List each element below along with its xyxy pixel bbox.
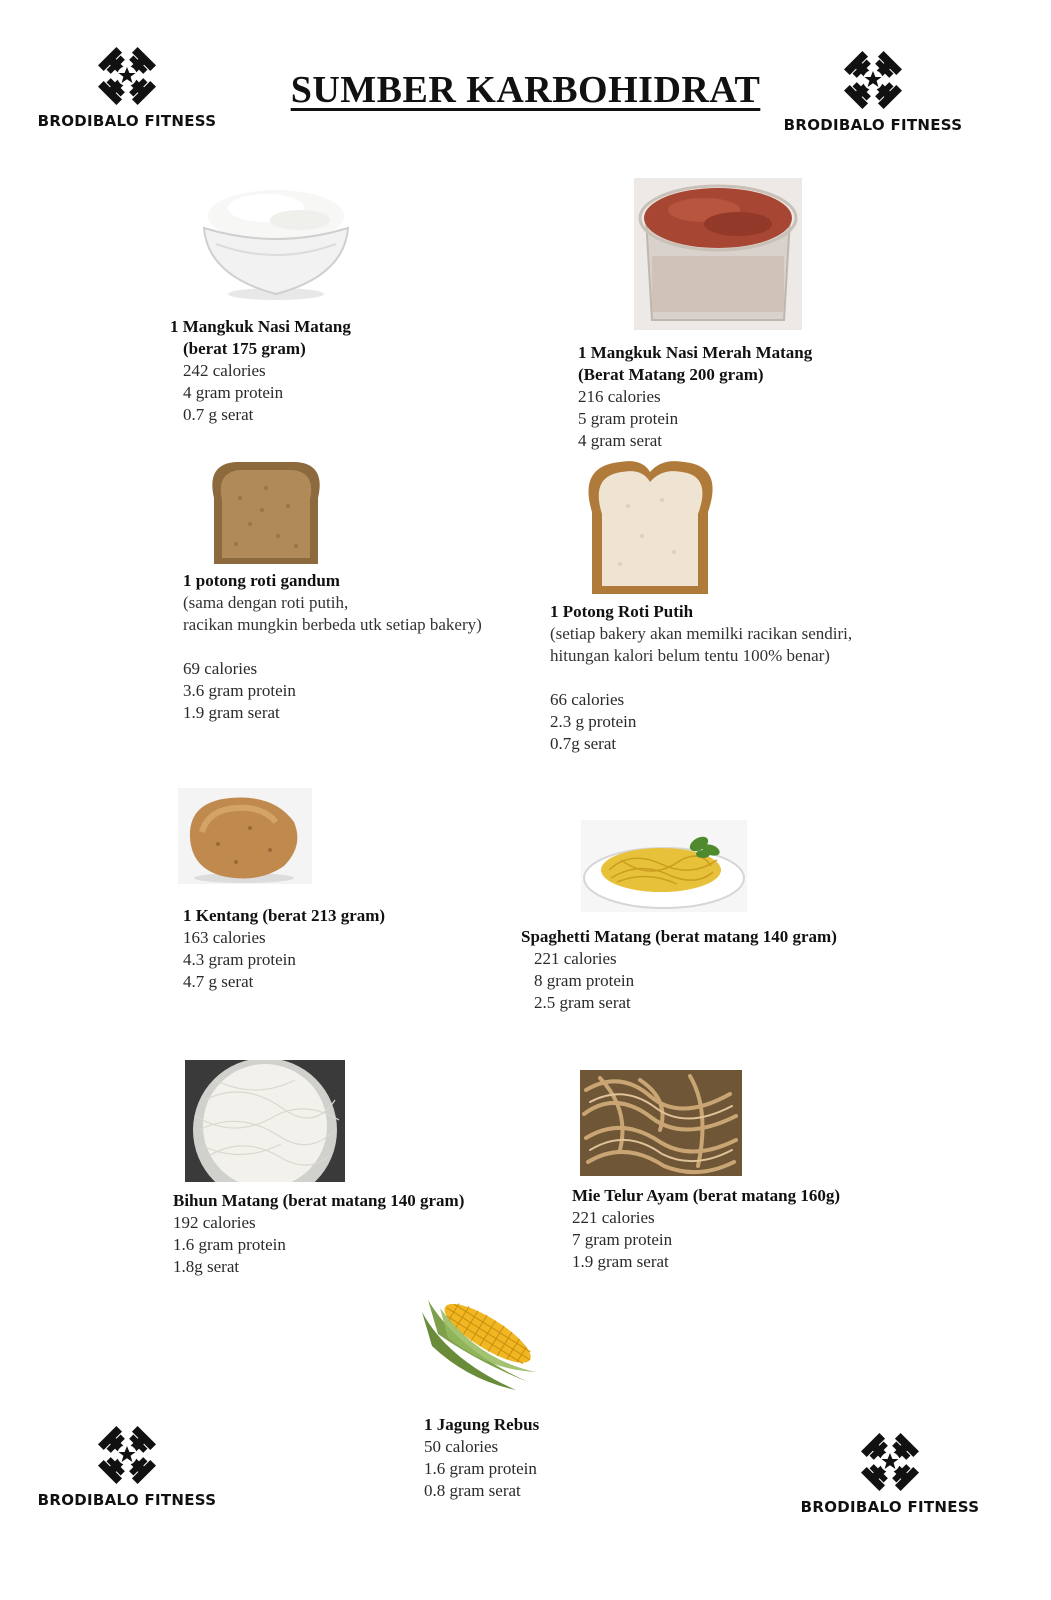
food-protein: 1.6 gram protein bbox=[424, 1459, 537, 1478]
food-fiber: 1.9 gram serat bbox=[183, 703, 280, 722]
food-calories: 50 calories bbox=[424, 1437, 499, 1456]
food-description: hitungan kalori belum tentu 100% benar) bbox=[550, 646, 830, 665]
brand-name: BRODIBALO FITNESS bbox=[783, 116, 963, 134]
food-nasi-merah bbox=[578, 342, 812, 452]
food-nasi bbox=[170, 316, 351, 426]
food-fiber: 4.7 g serat bbox=[183, 972, 254, 991]
food-name: Bihun Matang (berat matang 140 gram) bbox=[173, 1191, 465, 1210]
corn-cob-icon bbox=[418, 1290, 542, 1399]
food-calories: 221 calories bbox=[572, 1208, 655, 1227]
food-calories: 66 calories bbox=[550, 690, 625, 709]
brand-name: BRODIBALO FITNESS bbox=[37, 1491, 217, 1509]
food-roti-gandum bbox=[183, 570, 482, 724]
food-jagung bbox=[424, 1414, 539, 1502]
food-calories: 192 calories bbox=[173, 1213, 256, 1232]
brand-name: BRODIBALO FITNESS bbox=[37, 112, 217, 130]
logo-bottom-right bbox=[800, 1432, 980, 1516]
food-calories: 242 calories bbox=[183, 361, 266, 380]
food-protein: 8 gram protein bbox=[534, 971, 635, 990]
rice-bowl-icon bbox=[196, 186, 356, 307]
food-fiber: 2.5 gram serat bbox=[534, 993, 631, 1012]
dumbbell-cross-star-icon bbox=[97, 1425, 157, 1485]
food-name: 1 Mangkuk Nasi Matang bbox=[170, 317, 351, 336]
food-name: 1 Potong Roti Putih bbox=[550, 602, 694, 621]
food-protein: 3.6 gram protein bbox=[183, 681, 296, 700]
food-description: (setiap bakery akan memilki racikan sendiri, bbox=[550, 624, 853, 643]
food-calories: 216 calories bbox=[578, 387, 661, 406]
food-fiber: 1.9 gram serat bbox=[572, 1252, 669, 1271]
white-bread-slice-icon bbox=[582, 456, 718, 603]
food-protein: 1.6 gram protein bbox=[173, 1235, 286, 1254]
food-mie bbox=[572, 1185, 840, 1273]
food-name-weight: (berat 175 gram) bbox=[183, 339, 306, 358]
food-name: 1 Kentang (berat 213 gram) bbox=[183, 906, 386, 925]
food-name: 1 Mangkuk Nasi Merah Matang bbox=[578, 343, 813, 362]
food-spaghetti bbox=[521, 926, 837, 1014]
food-name: 1 potong roti gandum bbox=[183, 571, 340, 590]
food-kentang bbox=[183, 905, 385, 993]
food-description: racikan mungkin berbeda utk setiap bakery) bbox=[183, 615, 482, 634]
food-calories: 163 calories bbox=[183, 928, 266, 947]
food-fiber: 1.8g serat bbox=[173, 1257, 240, 1276]
food-fiber: 4 gram serat bbox=[578, 431, 663, 450]
food-fiber: 0.8 gram serat bbox=[424, 1481, 521, 1500]
food-fiber: 0.7g serat bbox=[550, 734, 617, 753]
food-name: 1 Jagung Rebus bbox=[424, 1415, 540, 1434]
food-bihun bbox=[173, 1190, 464, 1278]
food-protein: 5 gram protein bbox=[578, 409, 679, 428]
page-title-text: SUMBER KARBOHIDRAT bbox=[290, 69, 761, 111]
page-title bbox=[0, 68, 1051, 112]
food-calories: 221 calories bbox=[534, 949, 617, 968]
food-name: Spaghetti Matang (berat matang 140 gram) bbox=[521, 927, 837, 946]
dumbbell-cross-star-icon bbox=[860, 1432, 920, 1492]
food-protein: 2.3 g protein bbox=[550, 712, 637, 731]
food-protein: 4.3 gram protein bbox=[183, 950, 296, 969]
food-calories: 69 calories bbox=[183, 659, 258, 678]
food-roti-putih bbox=[550, 601, 852, 755]
logo-bottom-left bbox=[37, 1425, 217, 1509]
rice-vermicelli-icon bbox=[185, 1060, 345, 1187]
food-name: Mie Telur Ayam (berat matang 160g) bbox=[572, 1186, 841, 1205]
red-rice-container-icon bbox=[634, 178, 802, 335]
spaghetti-plate-icon bbox=[581, 820, 747, 917]
wheat-bread-slice-icon bbox=[206, 458, 326, 573]
food-protein: 4 gram protein bbox=[183, 383, 284, 402]
food-fiber: 0.7 g serat bbox=[183, 405, 254, 424]
potato-icon bbox=[178, 788, 312, 889]
food-name-weight: (Berat Matang 200 gram) bbox=[578, 365, 764, 384]
food-description: (sama dengan roti putih, bbox=[183, 593, 349, 612]
egg-noodles-icon bbox=[580, 1070, 742, 1181]
food-protein: 7 gram protein bbox=[572, 1230, 673, 1249]
brand-name: BRODIBALO FITNESS bbox=[800, 1498, 980, 1516]
